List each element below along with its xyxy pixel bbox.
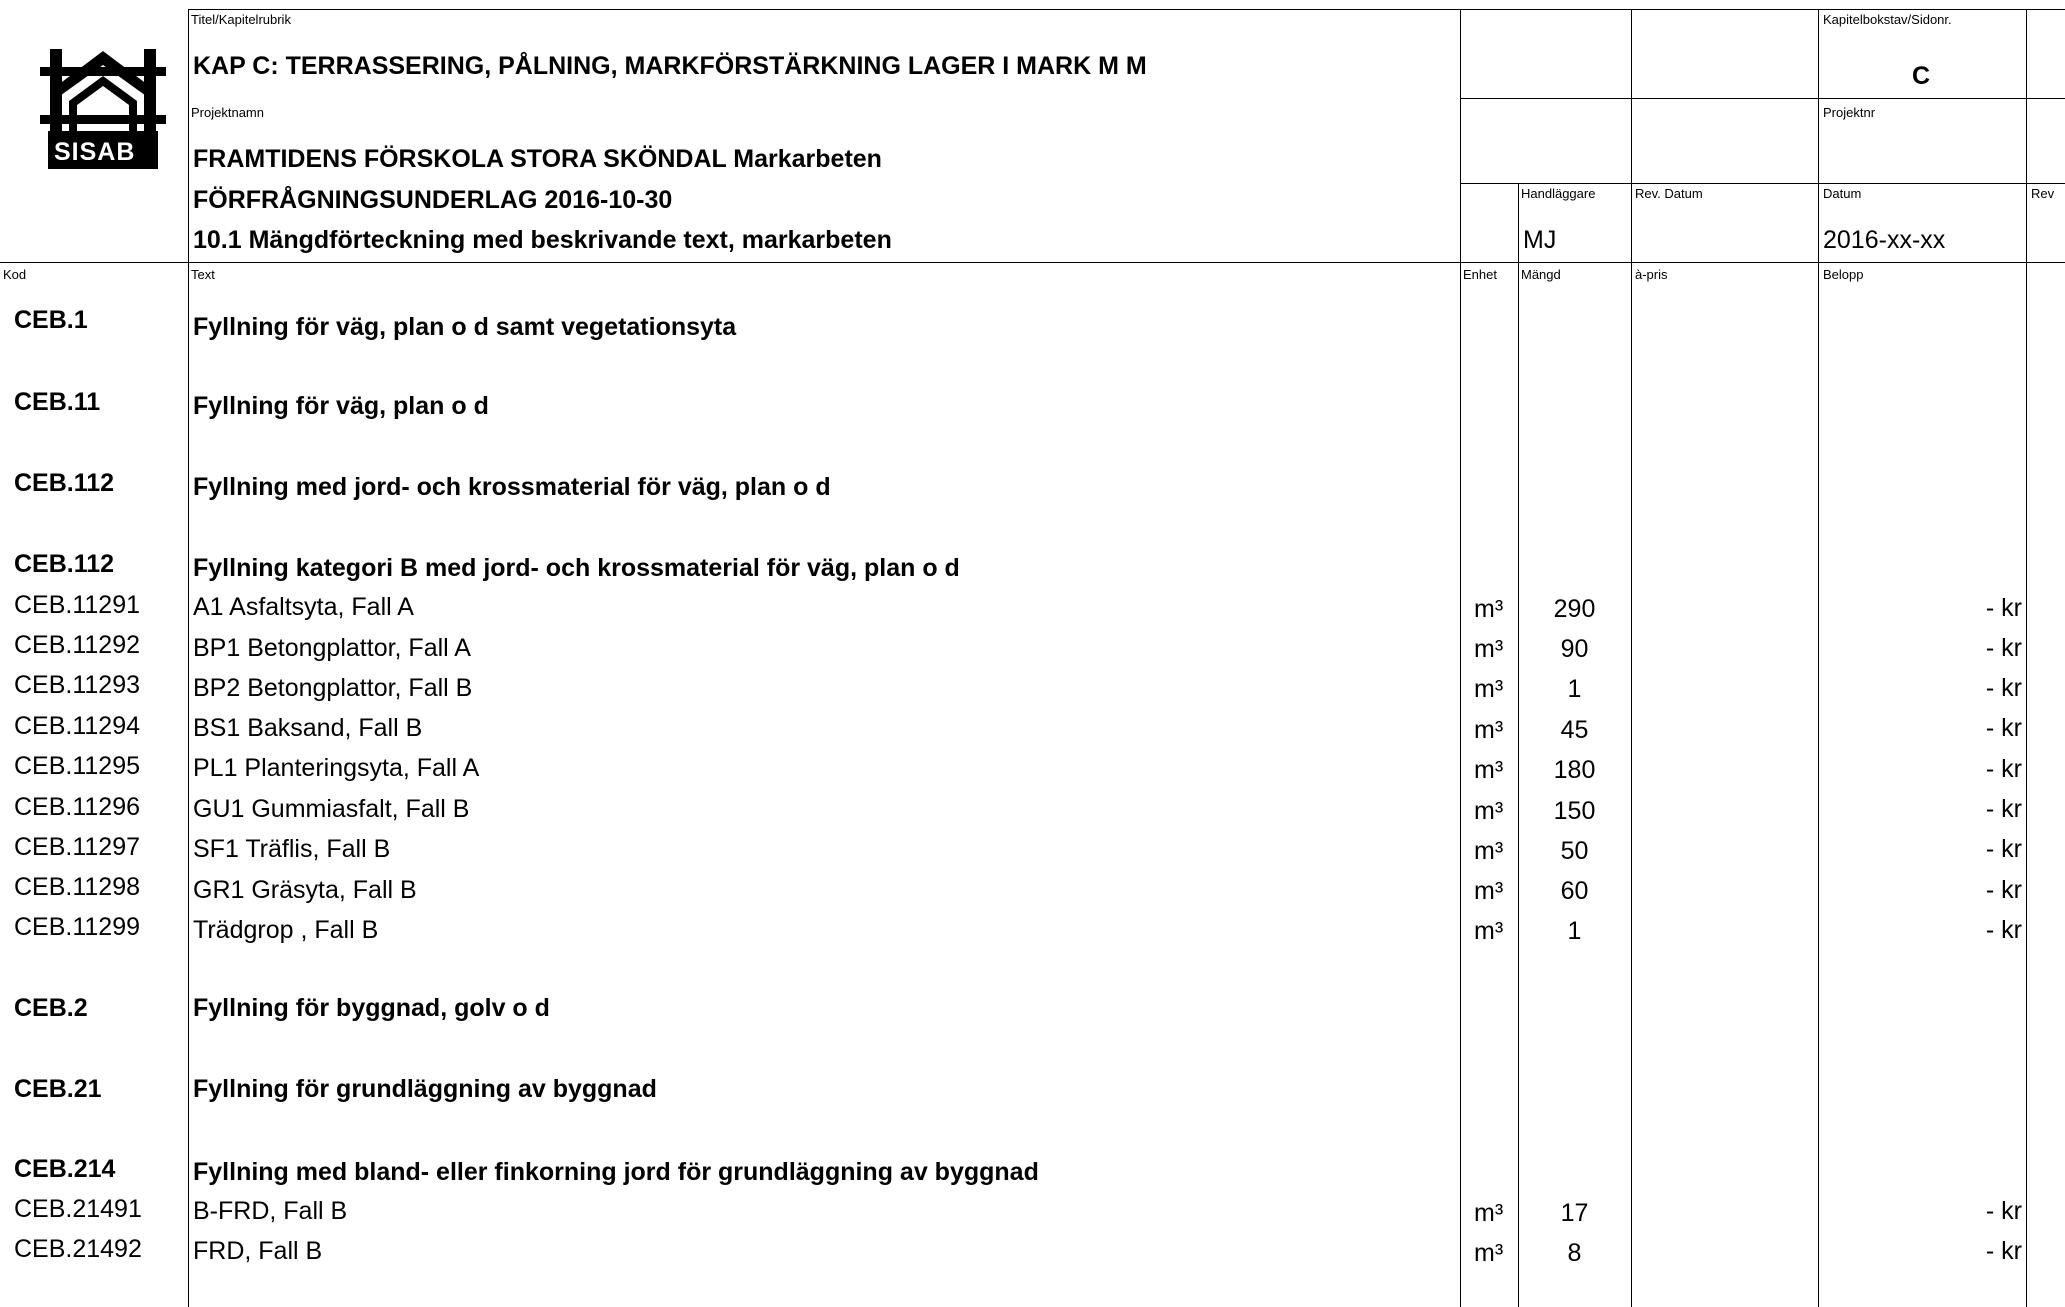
row-amount: - kr <box>1985 1197 2022 1225</box>
row-code: CEB.21 <box>14 1075 102 1103</box>
row-qty: 8 <box>1567 1239 1582 1267</box>
row-text: B-FRD, Fall B <box>193 1197 348 1225</box>
row-code: CEB.1 <box>14 306 88 334</box>
title-label: Titel/Kapitelrubrik <box>191 12 291 27</box>
row-text: Trädgrop , Fall B <box>193 916 379 944</box>
col-apris: à-pris <box>1635 267 1668 282</box>
handler-value: MJ <box>1523 226 1557 254</box>
date-value: 2016-xx-xx <box>1823 226 1946 254</box>
row-amount: - kr <box>1985 634 2022 662</box>
row-text: BS1 Baksand, Fall B <box>193 714 423 742</box>
handler-label: Handläggare <box>1521 186 1596 201</box>
row-text: A1 Asfaltsyta, Fall A <box>193 593 414 621</box>
row-code: CEB.11292 <box>14 631 141 659</box>
rev-label: Rev <box>2031 186 2055 201</box>
row-qty: 1 <box>1567 675 1582 703</box>
row-code: CEB.214 <box>14 1155 116 1183</box>
row-code: CEB.11294 <box>14 712 141 740</box>
row-code: CEB.112 <box>14 469 115 497</box>
row-unit: m³ <box>1474 877 1504 905</box>
row-unit: m³ <box>1474 635 1504 663</box>
row-text: PL1 Planteringsyta, Fall A <box>193 754 480 782</box>
sisab-logo <box>40 45 166 171</box>
row-text: GR1 Gräsyta, Fall B <box>193 876 417 904</box>
row-amount: - kr <box>1985 876 2022 904</box>
row-amount: - kr <box>1985 835 2022 863</box>
row-qty: 150 <box>1553 797 1596 825</box>
project-line-1: FRAMTIDENS FÖRSKOLA STORA SKÖNDAL Markarbeten <box>193 145 882 173</box>
row-text: Fyllning för byggnad, golv o d <box>193 994 550 1022</box>
row-text: Fyllning för grundläggning av byggnad <box>193 1075 657 1103</box>
row-amount: - kr <box>1985 795 2022 823</box>
chapter-label: Kapitelbokstav/Sidonr. <box>1823 12 1952 27</box>
row-qty: 180 <box>1553 756 1596 784</box>
row-code: CEB.11299 <box>14 913 141 941</box>
chapter-value: C <box>1912 62 1931 90</box>
row-text: GU1 Gummiasfalt, Fall B <box>193 795 470 823</box>
row-text: Fyllning kategori B med jord- och krossmaterial för väg, plan o d <box>193 554 960 582</box>
project-line-2: FÖRFRÅGNINGSUNDERLAG 2016-10-30 <box>193 186 673 214</box>
row-code: CEB.21491 <box>14 1195 142 1223</box>
row-amount: - kr <box>1985 674 2022 702</box>
project-nr-label: Projektnr <box>1823 105 1876 120</box>
row-amount: - kr <box>1985 1237 2022 1265</box>
row-amount: - kr <box>1985 594 2022 622</box>
row-text: SF1 Träflis, Fall B <box>193 835 391 863</box>
row-code: CEB.11295 <box>14 752 141 780</box>
logo-text: SISAB <box>54 138 136 166</box>
row-unit: m³ <box>1474 716 1504 744</box>
row-unit: m³ <box>1474 837 1504 865</box>
row-qty: 1 <box>1567 917 1582 945</box>
row-qty: 17 <box>1560 1199 1589 1227</box>
row-text: Fyllning för väg, plan o d <box>193 392 489 420</box>
col-text: Text <box>191 267 215 282</box>
row-code: CEB.11298 <box>14 873 141 901</box>
row-unit: m³ <box>1474 595 1504 623</box>
page-title: KAP C: TERRASSERING, PÅLNING, MARKFÖRSTÄRKNING LAGER I MARK M M <box>193 52 1147 80</box>
row-unit: m³ <box>1474 917 1504 945</box>
row-text: Fyllning med bland- eller finkorning jord för grundläggning av byggnad <box>193 1158 1039 1186</box>
row-code: CEB.11 <box>14 388 101 416</box>
row-code: CEB.2 <box>14 994 88 1022</box>
row-amount: - kr <box>1985 755 2022 783</box>
project-name-label: Projektnamn <box>191 105 264 120</box>
project-line-3: 10.1 Mängdförteckning med beskrivande text, markarbeten <box>193 226 892 254</box>
row-amount: - kr <box>1985 916 2022 944</box>
row-amount: - kr <box>1985 714 2022 742</box>
rev-date-label: Rev. Datum <box>1635 186 1703 201</box>
date-label: Datum <box>1823 186 1862 201</box>
row-unit: m³ <box>1474 1239 1504 1267</box>
row-qty: 290 <box>1553 595 1596 623</box>
row-qty: 45 <box>1560 716 1589 744</box>
row-qty: 60 <box>1560 877 1589 905</box>
row-text: BP2 Betongplattor, Fall B <box>193 674 473 702</box>
row-unit: m³ <box>1474 797 1504 825</box>
col-kod: Kod <box>3 267 27 282</box>
row-text: FRD, Fall B <box>193 1237 323 1265</box>
row-unit: m³ <box>1474 1199 1504 1227</box>
row-code: CEB.21492 <box>14 1235 142 1263</box>
row-code: CEB.11291 <box>14 591 141 619</box>
row-code: CEB.11293 <box>14 671 141 699</box>
row-text: Fyllning för väg, plan o d samt vegetationsyta <box>193 313 737 341</box>
col-belopp: Belopp <box>1823 267 1864 282</box>
row-text: BP1 Betongplattor, Fall A <box>193 634 471 662</box>
row-unit: m³ <box>1474 756 1504 784</box>
row-qty: 90 <box>1560 635 1589 663</box>
col-enhet: Enhet <box>1463 267 1497 282</box>
row-code: CEB.11296 <box>14 793 141 821</box>
row-code: CEB.11297 <box>14 833 141 861</box>
row-qty: 50 <box>1560 837 1589 865</box>
row-text: Fyllning med jord- och krossmaterial för väg, plan o d <box>193 473 831 501</box>
row-code: CEB.112 <box>14 550 115 578</box>
row-unit: m³ <box>1474 675 1504 703</box>
col-mangd: Mängd <box>1521 267 1561 282</box>
